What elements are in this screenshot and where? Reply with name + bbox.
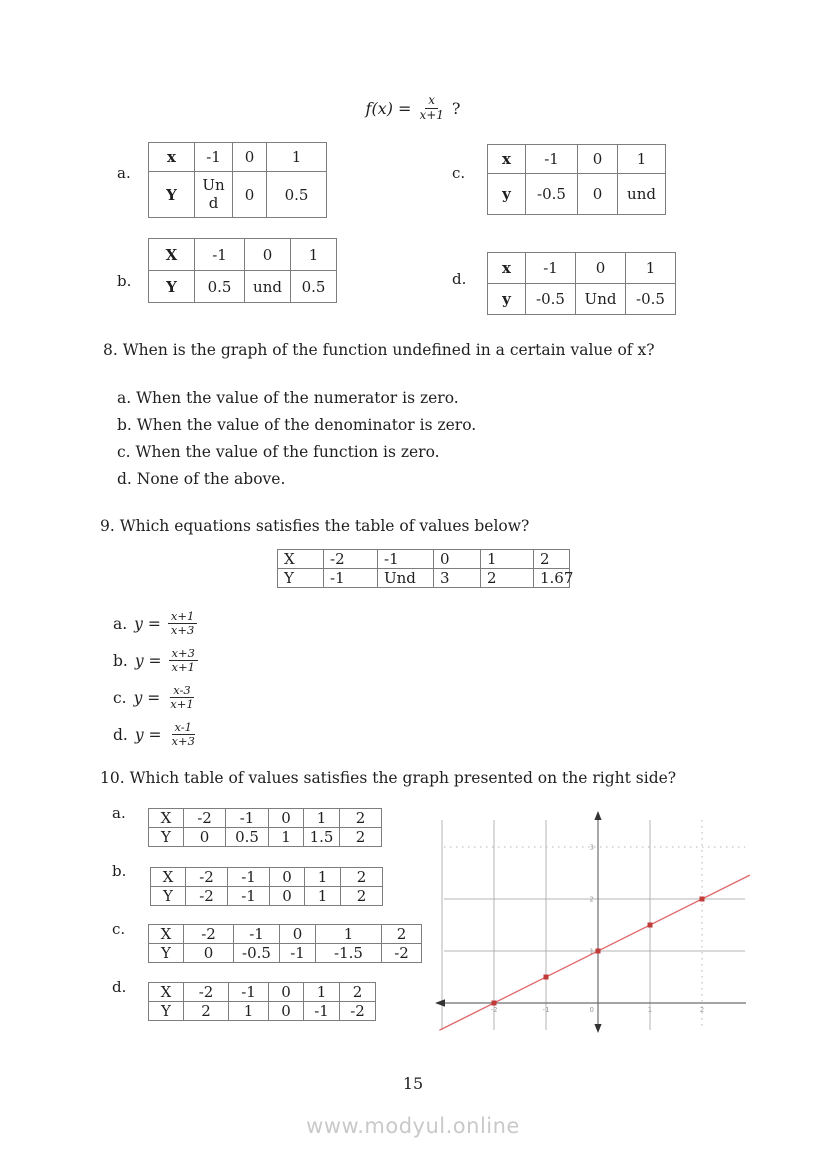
table-cell: -1 <box>234 925 280 944</box>
answer-table-label-b: b. <box>117 272 132 290</box>
table-row <box>488 284 676 315</box>
question-10-text <box>100 768 780 788</box>
answer-table-label-d: d. <box>452 270 467 288</box>
data-point <box>648 923 653 928</box>
table-cell: 1 <box>618 145 666 174</box>
question-9-number: 9. <box>100 517 115 535</box>
table-cell: -2 <box>184 809 226 828</box>
axis-tick-label: -1 <box>542 1006 550 1014</box>
axis-tick-label: 2 <box>699 1006 705 1014</box>
q10-table-label-d: d. <box>112 978 127 996</box>
table-cell: 1 <box>267 143 327 172</box>
axis-tick-label: 3 <box>589 843 594 852</box>
table-row <box>149 239 337 271</box>
data-point <box>492 1001 497 1006</box>
table-row <box>488 253 676 284</box>
table-cell: 0 <box>233 172 267 218</box>
table-cell: -1 <box>324 569 378 588</box>
question-8-option-a: a. When the value of the numerator is zero. <box>117 389 459 407</box>
table-cell: -0.5 <box>526 284 576 315</box>
table-cell: 1 <box>304 983 340 1002</box>
table-cell: 0 <box>269 1002 304 1021</box>
table-cell: -1 <box>526 145 578 174</box>
answer-table-a <box>148 142 327 218</box>
table-cell: -1 <box>280 944 316 963</box>
table-cell: x <box>488 253 526 284</box>
option-fraction <box>169 647 198 674</box>
table-cell: -1 <box>195 143 233 172</box>
table-cell: 2 <box>341 868 383 887</box>
table-cell: X <box>149 983 184 1002</box>
table-cell: -1 <box>226 809 269 828</box>
table-cell: Und <box>195 172 233 218</box>
fraction-denominator: x+3 <box>170 623 195 638</box>
question-9-prompt: Which equations satisfies the table of values below? <box>119 517 530 535</box>
table-cell: -1 <box>195 239 245 271</box>
y-axis-up-arrow-icon <box>594 811 601 820</box>
line-graph <box>430 810 810 1050</box>
option-label: c. <box>113 688 127 707</box>
table-cell: 2 <box>340 828 382 847</box>
q10-table-label-b: b. <box>112 862 127 880</box>
table-cell: 0 <box>269 809 304 828</box>
table-cell: und <box>245 271 291 303</box>
data-point <box>596 949 601 954</box>
table-cell: 0.5 <box>195 271 245 303</box>
table-cell: 0 <box>578 174 618 215</box>
table-cell: Y <box>278 569 324 588</box>
option-lead: y = <box>134 725 162 744</box>
table-cell: -1 <box>378 550 434 569</box>
q10-table-a <box>148 808 382 847</box>
table-cell: X <box>151 868 186 887</box>
question-9-option-d <box>113 721 198 748</box>
table-cell: 1 <box>269 828 304 847</box>
table-row <box>278 550 570 569</box>
fraction-denominator: x+3 <box>171 734 195 749</box>
q10-table-b <box>150 867 383 906</box>
table-cell: -2 <box>382 944 422 963</box>
table-row <box>149 828 382 847</box>
table-cell: 0 <box>184 828 226 847</box>
table-cell: -0.5 <box>526 174 578 215</box>
table-cell: -0.5 <box>626 284 676 315</box>
table-cell: X <box>149 809 184 828</box>
answer-table-d <box>487 252 676 315</box>
table-cell: Y <box>149 828 184 847</box>
fraction-denominator: x+1 <box>171 660 195 675</box>
table-cell: 3 <box>434 569 481 588</box>
table-cell: -1.5 <box>316 944 382 963</box>
answer-table-label-c: c. <box>452 164 466 182</box>
table-cell: 0 <box>576 253 626 284</box>
table-cell: y <box>488 174 526 215</box>
page-number: 15 <box>402 1074 424 1093</box>
table-cell: Y <box>149 271 195 303</box>
table-cell: X <box>149 239 195 271</box>
fraction-numerator: x-1 <box>172 721 196 735</box>
table-cell: 2 <box>481 569 534 588</box>
table-cell: 1.67 <box>534 569 570 588</box>
answer-table-label-a: a. <box>117 164 131 182</box>
question-9-option-c <box>113 684 197 711</box>
question-8-option-b: b. When the value of the denominator is zero. <box>117 416 477 434</box>
table-cell: 2 <box>184 1002 229 1021</box>
table-row <box>149 925 422 944</box>
question-8-prompt: When is the graph of the function undefined in a certain value of x? <box>122 341 655 359</box>
table-cell: 0 <box>245 239 291 271</box>
option-label: b. <box>113 651 128 670</box>
table-cell: -2 <box>186 868 228 887</box>
axis-tick-label: 2 <box>589 895 594 904</box>
fraction-numerator: x+3 <box>169 647 198 661</box>
option-label: d. <box>113 725 128 744</box>
q10-table-c <box>148 924 422 963</box>
table-cell: 1 <box>316 925 382 944</box>
table-row <box>151 868 383 887</box>
table-cell: -0.5 <box>234 944 280 963</box>
formula-numerator: x <box>425 94 438 109</box>
answer-table-c <box>487 144 666 215</box>
question-10-number: 10. <box>100 769 125 787</box>
table-cell: 0.5 <box>267 172 327 218</box>
data-point <box>700 897 705 902</box>
table-row <box>149 1002 376 1021</box>
axis-tick-label: 1 <box>647 1006 653 1014</box>
table-cell: 0 <box>434 550 481 569</box>
table-row <box>149 809 382 828</box>
table-cell: 2 <box>534 550 570 569</box>
table-cell: 0 <box>269 983 304 1002</box>
graph-canvas <box>430 810 810 1050</box>
table-cell: -2 <box>184 983 229 1002</box>
table-cell: y <box>488 284 526 315</box>
answer-table-b <box>148 238 337 303</box>
table-cell: -2 <box>186 887 228 906</box>
table-cell: 0 <box>270 887 305 906</box>
x-axis-left-arrow-icon <box>435 999 445 1006</box>
table-cell: 1.5 <box>304 828 340 847</box>
table-row <box>149 143 327 172</box>
table-cell: 0.5 <box>291 271 337 303</box>
table-cell: Y <box>149 1002 184 1021</box>
table-cell: 0 <box>270 868 305 887</box>
table-cell: 2 <box>382 925 422 944</box>
table-cell: X <box>278 550 324 569</box>
table-row <box>149 172 327 218</box>
option-fraction <box>167 684 196 711</box>
axis-tick-label: 0 <box>589 1006 594 1014</box>
table-cell: 1 <box>291 239 337 271</box>
q10-table-label-a: a. <box>112 804 126 822</box>
table-cell: -2 <box>324 550 378 569</box>
table-cell: -2 <box>184 925 234 944</box>
question-9-option-a <box>113 610 197 637</box>
table-cell: -1 <box>228 868 270 887</box>
table-cell: 1 <box>305 868 341 887</box>
table-cell: 0 <box>578 145 618 174</box>
axis-tick-label: -2 <box>490 1006 498 1014</box>
function-formula <box>0 94 826 123</box>
table-cell: 0 <box>280 925 316 944</box>
q10-table-d <box>148 982 376 1021</box>
table-cell: und <box>618 174 666 215</box>
question-10-prompt: Which table of values satisfies the graph presented on the right side? <box>129 769 677 787</box>
question-8-block <box>103 340 753 496</box>
table-cell: 0 <box>233 143 267 172</box>
formula-fraction <box>416 94 446 123</box>
fraction-numerator: x+1 <box>168 610 197 624</box>
question-8-option-d: d. None of the above. <box>117 470 286 488</box>
table-cell: 2 <box>340 983 376 1002</box>
question-10-block <box>100 768 780 788</box>
y-axis-down-arrow-icon <box>594 1024 601 1033</box>
question-9-table <box>277 549 574 588</box>
watermark: www.modyul.online <box>306 1114 520 1138</box>
table-cell: Y <box>151 887 186 906</box>
question-9-option-b <box>113 647 198 674</box>
table-cell: 2 <box>341 887 383 906</box>
table-cell: x <box>488 145 526 174</box>
question-8-text <box>103 340 753 360</box>
table-cell: -1 <box>229 983 269 1002</box>
table-cell: Und <box>378 569 434 588</box>
option-fraction <box>169 721 198 748</box>
formula-denominator: x+1 <box>419 107 444 122</box>
table-row <box>149 983 376 1002</box>
table-cell: 1 <box>229 1002 269 1021</box>
question-9-text <box>100 516 750 536</box>
table-cell: 0.5 <box>226 828 269 847</box>
option-lead: y = <box>134 651 162 670</box>
table-cell: 1 <box>304 809 340 828</box>
table-row <box>151 887 383 906</box>
fraction-numerator: x-3 <box>170 684 194 698</box>
table-cell: 0 <box>184 944 234 963</box>
table-cell: 2 <box>340 809 382 828</box>
option-fraction <box>168 610 197 637</box>
table-cell: 1 <box>305 887 341 906</box>
table-cell: -1 <box>526 253 576 284</box>
option-lead: y = <box>134 614 161 633</box>
question-8-option-c: c. When the value of the function is zero. <box>117 443 440 461</box>
data-point <box>544 975 549 980</box>
table-cell: Y <box>149 944 184 963</box>
table-row <box>278 569 570 588</box>
table-cell: -2 <box>340 1002 376 1021</box>
table-cell: Y <box>149 172 195 218</box>
question-9-block <box>100 516 750 536</box>
formula-suffix: ? <box>451 98 461 118</box>
table-cell: x <box>149 143 195 172</box>
formula-lhs: f(x) = <box>365 98 412 118</box>
table-row <box>149 271 337 303</box>
fraction-denominator: x+1 <box>170 697 194 712</box>
option-lead: y = <box>133 688 161 707</box>
table-cell: 1 <box>481 550 534 569</box>
table-cell: -1 <box>228 887 270 906</box>
table-cell: 1 <box>626 253 676 284</box>
axis-tick-label: 1 <box>589 947 594 956</box>
table-cell: -1 <box>304 1002 340 1021</box>
table-row <box>149 944 422 963</box>
table-row <box>488 145 666 174</box>
table-row <box>488 174 666 215</box>
table-cell: Und <box>576 284 626 315</box>
question-8-number: 8. <box>103 341 118 359</box>
table-cell: X <box>149 925 184 944</box>
option-label: a. <box>113 614 128 633</box>
q10-table-label-c: c. <box>112 920 126 938</box>
